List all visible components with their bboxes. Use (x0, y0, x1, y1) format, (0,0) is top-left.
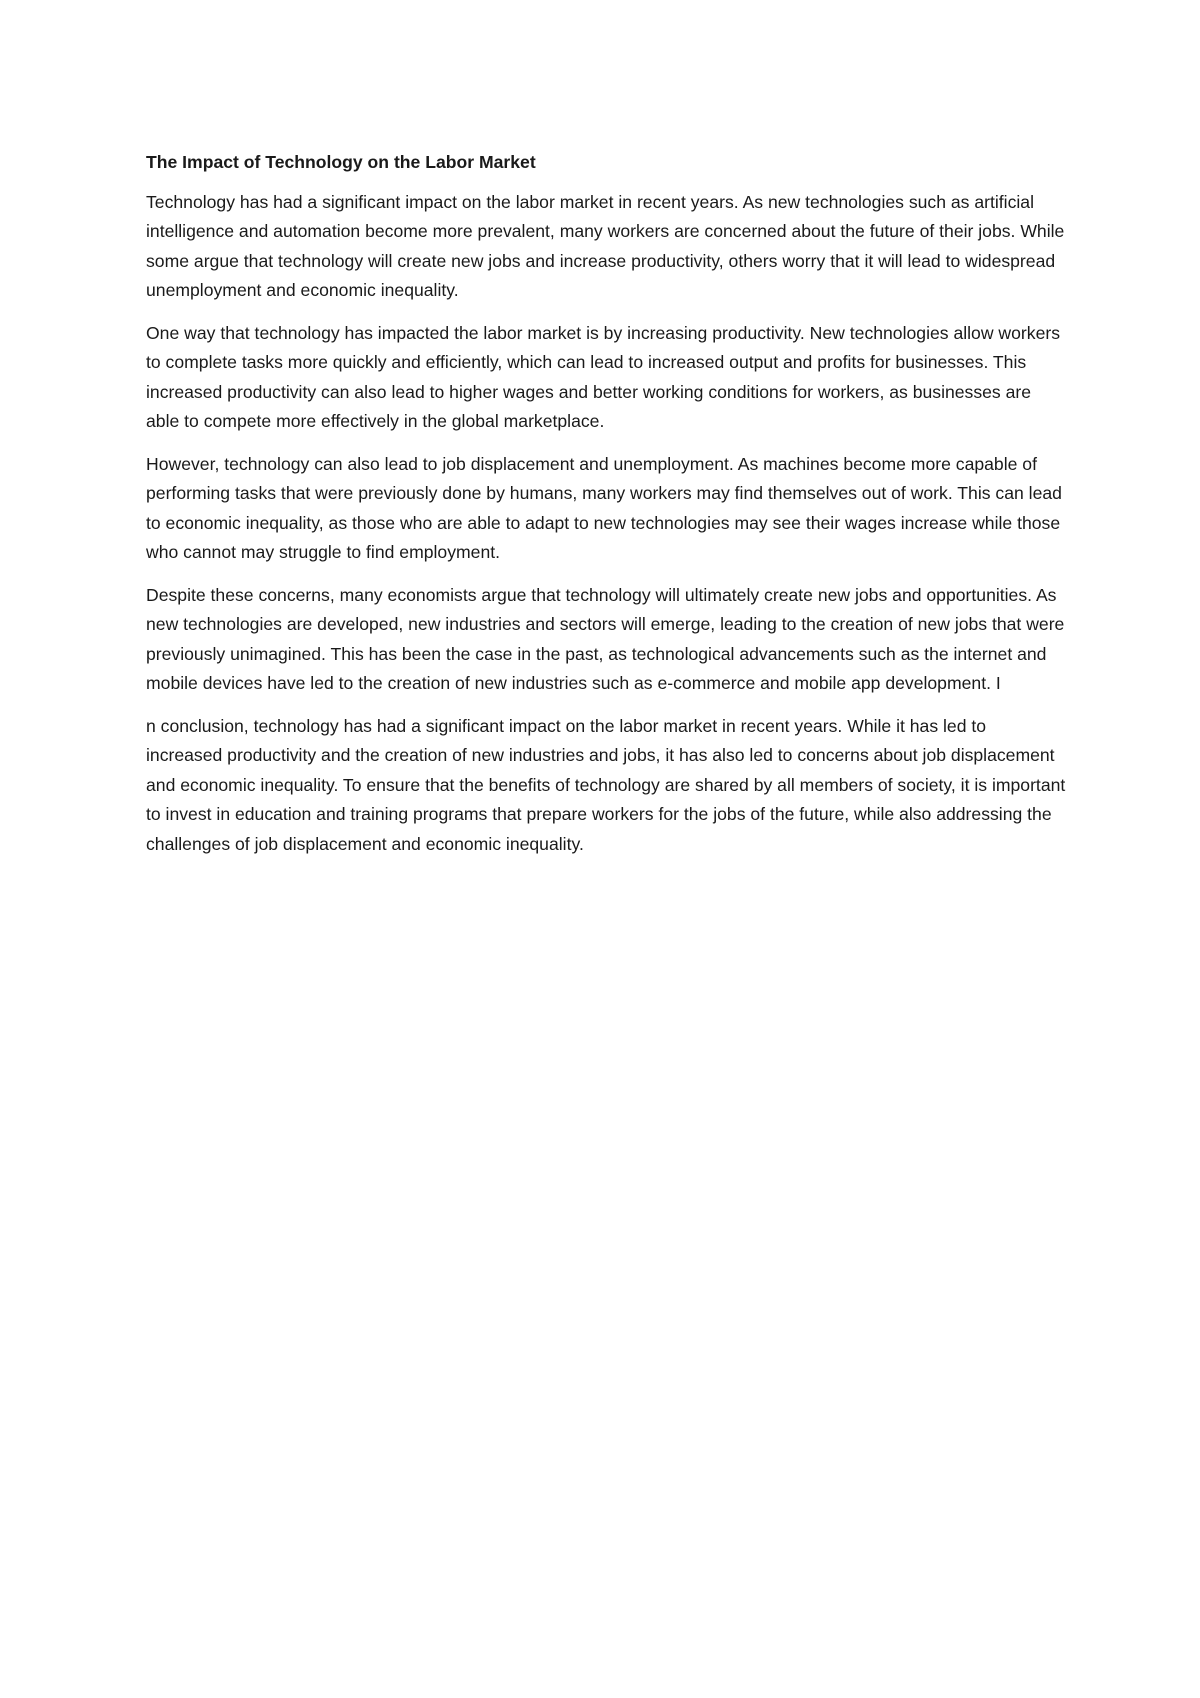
paragraph-productivity: One way that technology has impacted the labor market is by increasing productivity. New technologies allow workers to complete tasks more quickly and efficiently, which can lead to increased output and profits for businesses. This increased productivity can also lead to higher wages and better working conditions for workers, as businesses are able to compete more effectively in the global marketplace. (146, 322, 1061, 431)
paragraph-intro: Technology has had a significant impact on the labor market in recent years. As new technologies such as artificial intelligence and automation become more prevalent, many workers are concerned about the future of their jobs. While some argue that technology will create new jobs and increase productivity, others worry that it will lead to widespread unemployment and economic inequality. (146, 191, 1065, 300)
document-body (146, 148, 1066, 872)
paragraph-displacement: However, technology can also lead to job displacement and unemployment. As machines become more capable of performing tasks that were previously done by humans, many workers may find themselves out of work. This can lead to economic inequality, as those who are able to adapt to new technologies may see their wages increase while those who cannot may struggle to find employment. (146, 453, 1062, 562)
paragraph-conclusion: n conclusion, technology has had a significant impact on the labor market in recent years. While it has led to increased productivity and the creation of new industries and jobs, it has also led to concerns about job displacement and economic inequality. To ensure that the benefits of technology are shared by all members of society, it is important to invest in education and training programs that prepare workers for the jobs of the future, while also addressing the challenges of job displacement and economic inequality. (146, 715, 1066, 854)
paragraph-opportunities: Despite these concerns, many economists argue that technology will ultimately create new jobs and opportunities. As new technologies are developed, new industries and sectors will emerge, leading to the creation of new jobs that were previously unimagined. This has been the case in the past, as technological advancements such as the internet and mobile devices have led to the creation of new industries such as e-commerce and mobile app development. I (146, 584, 1065, 693)
document-title: The Impact of Technology on the Labor Market (146, 152, 536, 172)
